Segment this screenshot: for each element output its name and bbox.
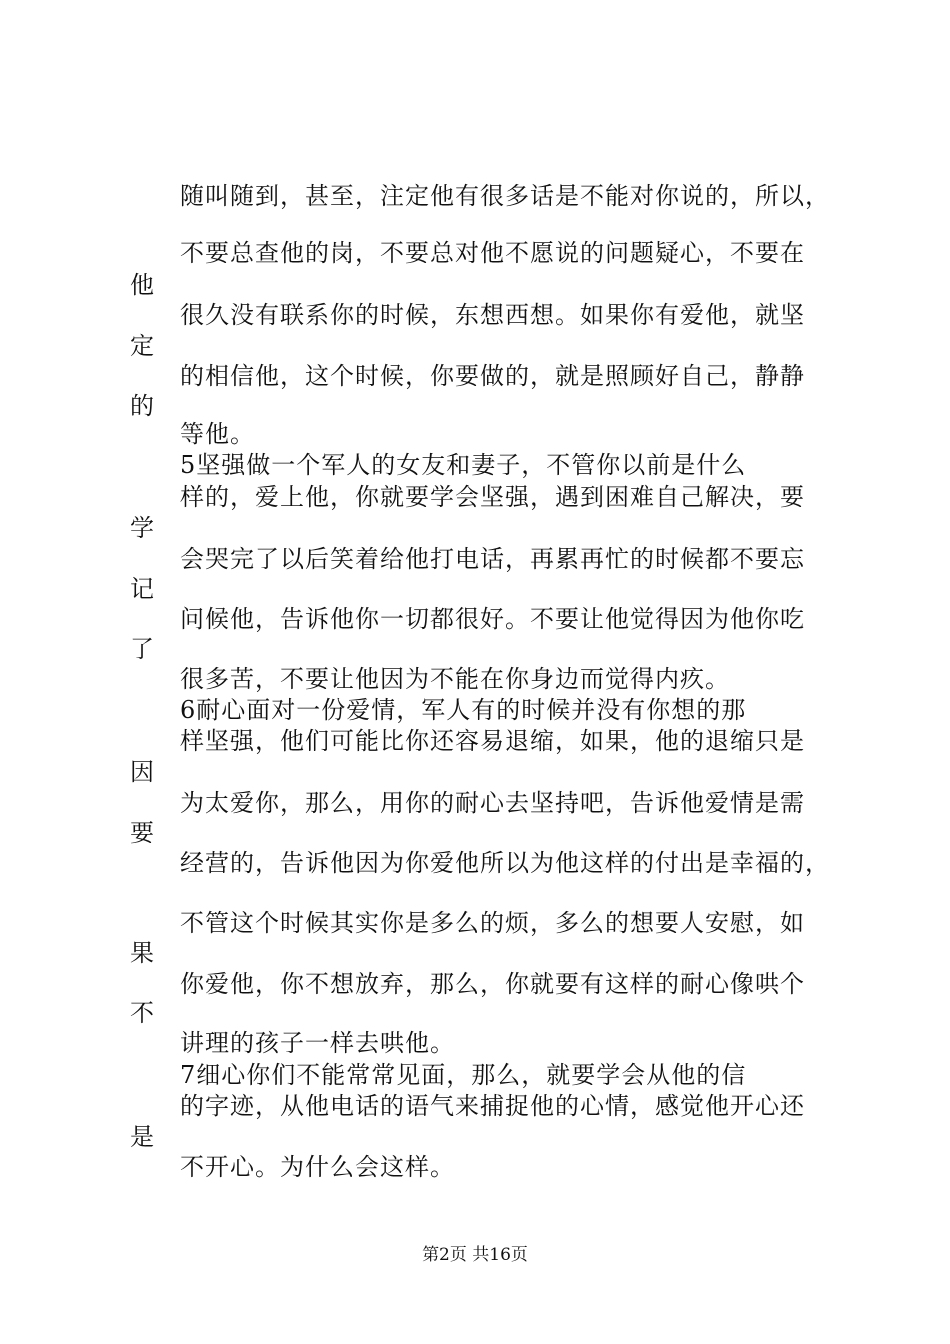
margin-character: 记 <box>130 575 154 603</box>
margin-character: 因 <box>130 758 154 786</box>
paragraph-line: 很多苦，不要让他因为不能在你身边而觉得内疚。 <box>180 665 730 693</box>
paragraph-line: 你爱他，你不想放弃，那么，你就要有这样的耐心像哄个 <box>180 970 805 998</box>
margin-character: 了 <box>130 635 154 663</box>
paragraph-line: 很久没有联系你的时候，东想西想。如果你有爱他，就坚 <box>180 301 805 329</box>
paragraph-line: 样的，爱上他，你就要学会坚强，遇到困难自己解决，要 <box>180 483 805 511</box>
paragraph-line: 经营的，告诉他因为你爱他所以为他这样的付出是幸福的， <box>180 849 830 877</box>
paragraph-line: 随叫随到，甚至，注定他有很多话是不能对你说的，所以， <box>180 182 830 210</box>
margin-character: 他 <box>130 271 154 299</box>
paragraph-line: 不管这个时候其实你是多么的烦，多么的想要人安慰，如 <box>180 909 805 937</box>
margin-character: 定 <box>130 332 154 360</box>
paragraph-line: 讲理的孩子一样去哄他。 <box>180 1029 455 1057</box>
paragraph-line: 6耐心面对一份爱情，军人有的时候并没有你想的那 <box>180 696 747 724</box>
paragraph-line: 等他。 <box>180 420 255 448</box>
paragraph-line: 的字迹，从他电话的语气来捕捉他的心情，感觉他开心还 <box>180 1092 805 1120</box>
paragraph-line: 的相信他，这个时候，你要做的，就是照顾好自己，静静 <box>180 362 805 390</box>
paragraph-line: 7细心你们不能常常见面，那么，就要学会从他的信 <box>180 1061 747 1089</box>
paragraph-line: 5坚强做一个军人的女友和妻子，不管你以前是什么 <box>180 451 747 479</box>
paragraph-line: 不开心。为什么会这样。 <box>180 1153 455 1181</box>
paragraph-line: 不要总查他的岗，不要总对他不愿说的问题疑心，不要在 <box>180 239 805 267</box>
margin-character: 果 <box>130 939 154 967</box>
page-footer: 第2页 共16页 <box>422 1245 528 1265</box>
margin-character: 学 <box>130 514 154 542</box>
paragraph-line: 问候他，告诉他你一切都很好。不要让他觉得因为他你吃 <box>180 605 805 633</box>
paragraph-line: 会哭完了以后笑着给他打电话，再累再忙的时候都不要忘 <box>180 545 805 573</box>
margin-character: 的 <box>130 392 154 420</box>
margin-character: 不 <box>130 999 154 1027</box>
paragraph-line: 为太爱你，那么，用你的耐心去坚持吧，告诉他爱情是需 <box>180 789 805 817</box>
margin-character: 要 <box>130 819 154 847</box>
paragraph-line: 样坚强，他们可能比你还容易退缩，如果，他的退缩只是 <box>180 727 805 755</box>
margin-character: 是 <box>130 1123 154 1151</box>
